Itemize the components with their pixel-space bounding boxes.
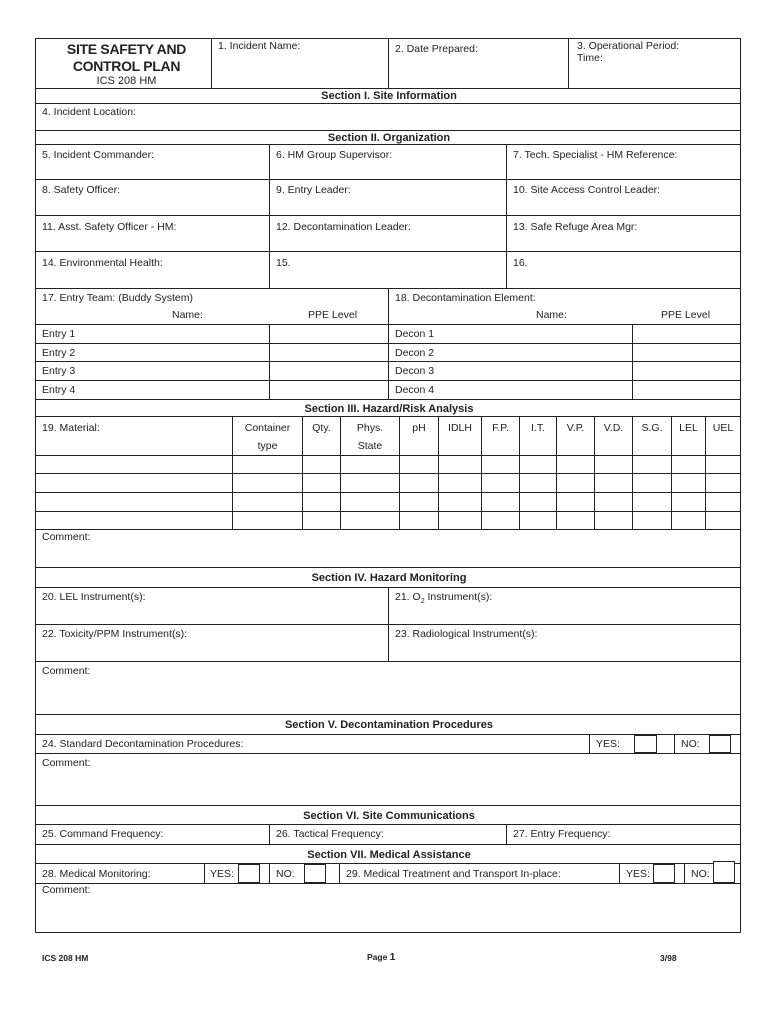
medical-comment-field[interactable] xyxy=(36,884,740,932)
decon-row-2: Decon 2 xyxy=(395,347,435,359)
decon-row-1: Decon 1 xyxy=(395,328,435,340)
medical-no-label: NO: xyxy=(276,868,295,880)
section-7-title: Section VII. Medical Assistance xyxy=(307,849,471,861)
time-label: Time: xyxy=(577,52,603,64)
medical-yes-checkbox[interactable] xyxy=(238,864,260,883)
material-label: 19. Material: xyxy=(42,422,100,434)
col-lel: LEL xyxy=(679,422,698,434)
o2-instrument-label: 21. $O_2$ Instrument(s): xyxy=(395,591,493,606)
tactical-frequency-label: 26. Tactical Frequency: xyxy=(276,828,384,840)
standard-decon-label: 24. Standard Decontamination Procedures: xyxy=(42,738,244,750)
col-phys-1: Phys. xyxy=(356,422,384,434)
entry-team-label: 17. Entry Team: (Buddy System) xyxy=(42,292,193,304)
monitoring-comment-field[interactable] xyxy=(36,662,740,714)
col-phys-2: State xyxy=(357,440,383,452)
decon-row-4: Decon 4 xyxy=(395,384,435,396)
field-15-label: 15. xyxy=(276,257,291,269)
decon-yes-checkbox[interactable] xyxy=(634,735,657,753)
command-frequency-label: 25. Command Frequency: xyxy=(42,828,164,840)
col-it: I.T. xyxy=(530,422,545,434)
col-qty: Qty. xyxy=(312,422,331,434)
decon-comment-field[interactable] xyxy=(36,754,740,805)
col-ph: pH xyxy=(412,422,426,434)
section-3-title: Section III. Hazard/Risk Analysis xyxy=(304,403,474,415)
form-title-line1: SITE SAFETY AND xyxy=(66,41,187,57)
decon-ppe-label: PPE Level xyxy=(661,309,711,321)
col-vd: V.D. xyxy=(603,422,624,434)
decon-comment-label: Comment: xyxy=(42,757,91,769)
form-title xyxy=(44,41,209,75)
decon-row-3: Decon 3 xyxy=(395,365,435,377)
ics-208-form xyxy=(35,38,741,933)
section-1-title: Section I. Site Information xyxy=(321,90,457,102)
treatment-no-checkbox[interactable] xyxy=(713,861,735,883)
entry-row-1: Entry 1 xyxy=(42,328,76,340)
col-idlh: IDLH xyxy=(448,422,472,434)
decon-element-label: 18. Decontamination Element: xyxy=(395,292,536,304)
medical-monitoring-label: 28. Medical Monitoring: xyxy=(42,868,151,880)
treatment-yes-checkbox[interactable] xyxy=(653,864,675,883)
footer-page-number: 1 xyxy=(389,952,396,963)
footer-form-code: ICS 208 HM xyxy=(42,953,89,963)
col-container-1: Container xyxy=(244,422,291,434)
lel-instrument-label: 20. LEL Instrument(s): xyxy=(42,591,146,603)
entry-row-2: Entry 2 xyxy=(42,347,76,359)
operational-period-label: 3. Operational Period: xyxy=(577,40,680,52)
date-prepared-label: 2. Date Prepared: xyxy=(395,43,478,55)
field-16-label: 16. xyxy=(513,257,528,269)
medical-yes-label: YES: xyxy=(210,868,234,880)
entry-ppe-label: PPE Level xyxy=(308,309,358,321)
section-4-title: Section IV. Hazard Monitoring xyxy=(311,572,467,584)
decon-name-label: Name: xyxy=(536,309,567,321)
form-title-line2: CONTROL PLAN xyxy=(72,58,181,74)
decontamination-leader-label: 12. Decontamination Leader: xyxy=(276,221,411,233)
section-5-title: Section V. Decontamination Procedures xyxy=(284,719,494,731)
environmental-health-label: 14. Environmental Health: xyxy=(42,257,163,269)
safety-officer-label: 8. Safety Officer: xyxy=(42,184,121,196)
site-access-control-leader-label: 10. Site Access Control Leader: xyxy=(513,184,661,196)
decon-no-label: NO: xyxy=(681,738,700,750)
decon-no-checkbox[interactable] xyxy=(709,735,731,753)
entry-row-4: Entry 4 xyxy=(42,384,76,396)
col-uel: UEL xyxy=(712,422,734,434)
date-prepared-field[interactable] xyxy=(389,39,568,88)
monitoring-comment-label: Comment: xyxy=(42,665,91,677)
operational-period-field[interactable] xyxy=(569,39,740,88)
col-vp: V.P. xyxy=(566,422,585,434)
col-container-2: type xyxy=(257,440,278,452)
treatment-yes-label: YES: xyxy=(626,868,650,880)
hazard-comment-label: Comment: xyxy=(42,531,91,543)
tech-specialist-label: 7. Tech. Specialist - HM Reference: xyxy=(513,149,678,161)
entry-name-label: Name: xyxy=(172,309,203,321)
decon-yes-label: YES: xyxy=(596,738,620,750)
section-6-title: Section VI. Site Communications xyxy=(303,810,475,822)
toxicity-instrument-label: 22. Toxicity/PPM Instrument(s): xyxy=(42,628,188,640)
incident-location-label: 4. Incident Location: xyxy=(42,106,136,118)
hm-group-supervisor-label: 6. HM Group Supervisor: xyxy=(276,149,393,161)
asst-safety-officer-label: 11. Asst. Safety Officer - HM: xyxy=(42,221,177,233)
medical-comment-label: Comment: xyxy=(42,884,91,896)
incident-name-field[interactable] xyxy=(212,39,388,88)
entry-frequency-label: 27. Entry Frequency: xyxy=(513,828,611,840)
form-code: ICS 208 HM xyxy=(96,75,157,87)
section-2-title: Section II. Organization xyxy=(327,132,451,144)
entry-row-3: Entry 3 xyxy=(42,365,76,377)
entry-leader-label: 9. Entry Leader: xyxy=(276,184,351,196)
col-sg: S.G. xyxy=(641,422,663,434)
footer-page-label: Page xyxy=(367,952,388,962)
incident-name-label: 1. Incident Name: xyxy=(218,40,301,52)
incident-commander-label: 5. Incident Commander: xyxy=(42,149,155,161)
treatment-no-label: NO: xyxy=(691,868,710,880)
col-fp: F.P. xyxy=(492,422,509,434)
hazard-comment-field[interactable] xyxy=(36,530,740,567)
footer-page xyxy=(367,952,395,963)
medical-no-checkbox[interactable] xyxy=(304,864,326,883)
safe-refuge-area-mgr-label: 13. Safe Refuge Area Mgr: xyxy=(513,221,638,233)
footer-revision: 3/98 xyxy=(660,953,677,963)
radiological-instrument-label: 23. Radiological Instrument(s): xyxy=(395,628,538,640)
medical-treatment-label: 29. Medical Treatment and Transport In-place: xyxy=(346,868,561,880)
incident-location-field[interactable] xyxy=(36,104,740,130)
